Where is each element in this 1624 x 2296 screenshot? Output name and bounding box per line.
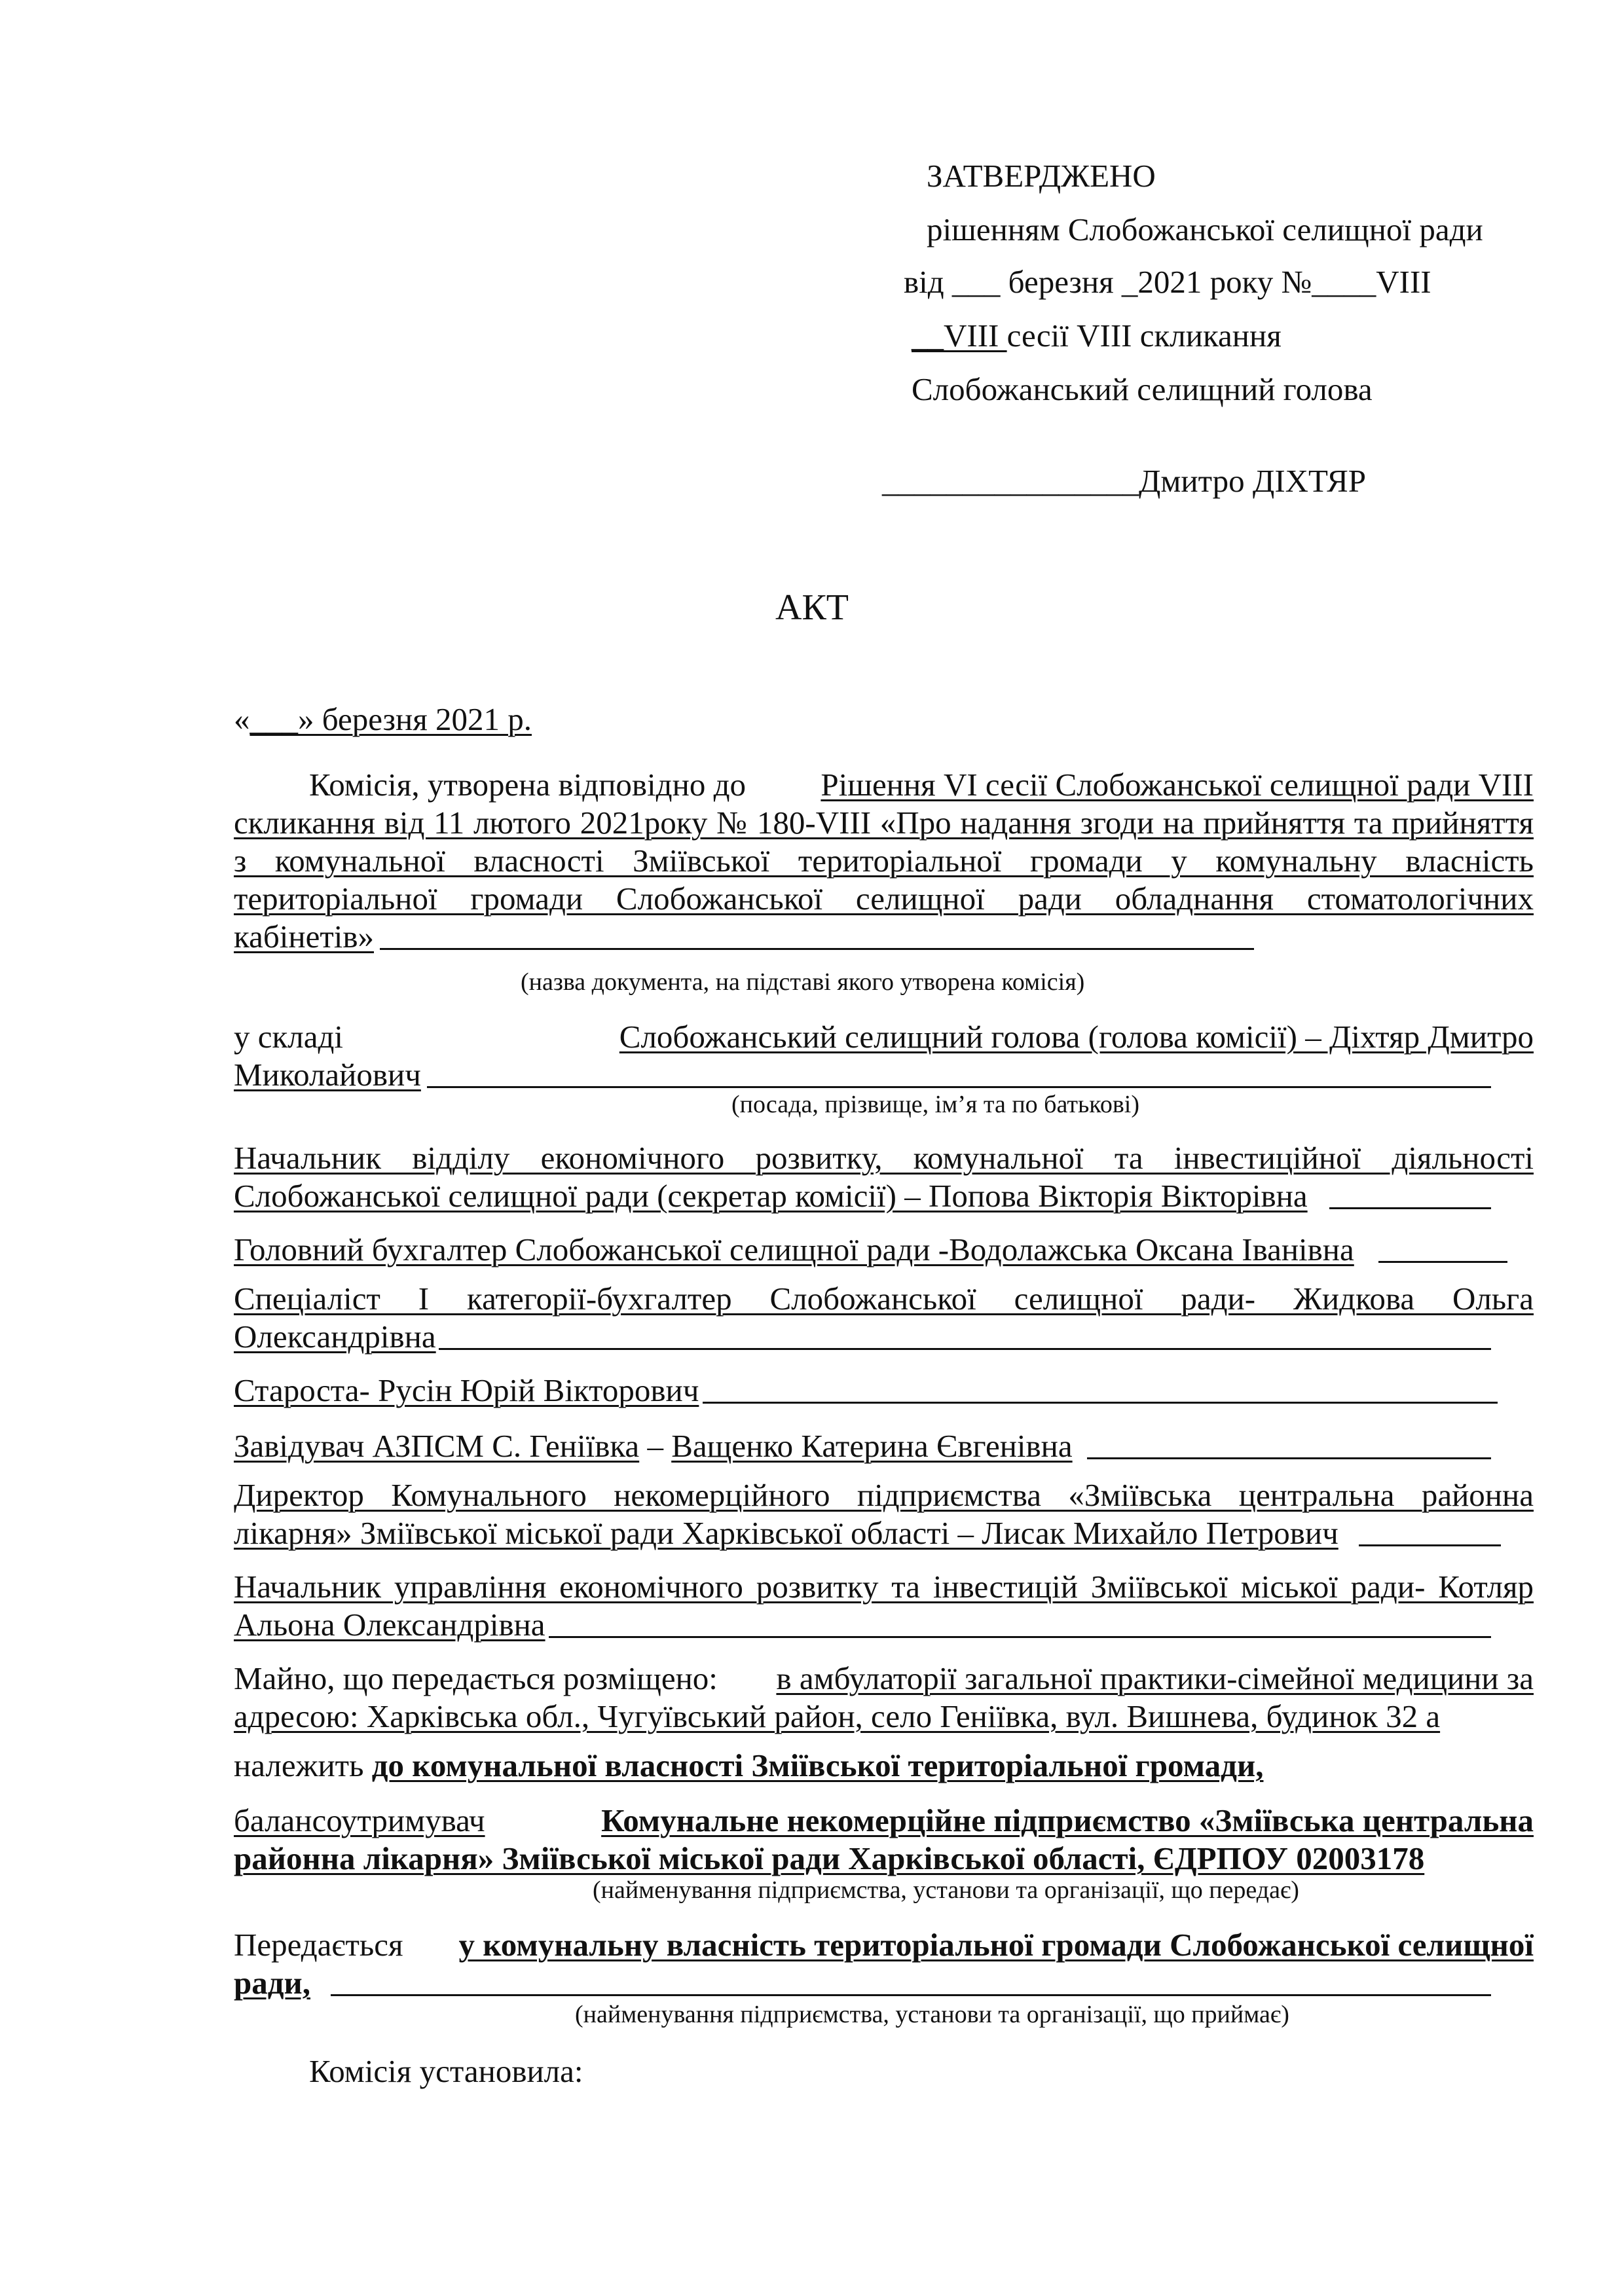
holder-line-2: районна лікарня» Зміївської міської ради Харківської області, ЄДРПОУ 02003178 (234, 1840, 1425, 1876)
approval-session-rest: сесії VIII скликання (1006, 318, 1282, 354)
transfer-line-2: ради, (234, 1965, 311, 2001)
transfer-value-1: у комунальну власність територіальної громади Слобожанської селищної (458, 1927, 1534, 1963)
member-2-fill (1378, 1261, 1507, 1263)
member-5-position: Завідувач АЗПСМ С. Геніївка (234, 1428, 640, 1464)
composition-line-1 (234, 1018, 1534, 1056)
approval-heading: ЗАТВЕРДЖЕНО (927, 158, 1156, 194)
commission-basis-line-4: територіальної громади Слобожанської селищної ради обладнання стоматологічних (234, 881, 1534, 917)
commission-basis-line-5: кабінетів» (234, 919, 374, 955)
basis-fill-line (380, 948, 1254, 950)
approval-session (912, 317, 1282, 355)
transfer-line-1 (234, 1926, 1534, 1964)
property-located-prefix: Майно, що передається розміщено: (234, 1660, 718, 1696)
date-rest: » березня 2021 р. (298, 701, 532, 737)
document-title: АКТ (775, 587, 849, 628)
property-belongs (234, 1747, 1534, 1785)
approval-signature (882, 462, 1366, 500)
belongs-prefix: належить (234, 1747, 372, 1783)
holder-line-1 (234, 1802, 1534, 1840)
member-6-fill (1359, 1544, 1501, 1546)
commission-established: Комісія установила: (309, 2053, 583, 2089)
member-4-fill (703, 1402, 1498, 1404)
member-1-line-2: Слобожанської селищної ради (секретар комісії) – Попова Вікторія Вікторівна (234, 1178, 1308, 1214)
transfer-prefix: Передається (234, 1927, 403, 1963)
transfer-fill (331, 1994, 1491, 1996)
approval-session-blank: __ (912, 318, 944, 354)
holder-value-1: Комунальне некомерційне підприємство «Зміївська центральна (601, 1802, 1534, 1838)
holder-prefix: балансоутримувач (234, 1802, 485, 1838)
property-located-line-2: адресою: Харківська обл., Чугуївський район, село Геніївка, вул. Вишнева, будинок 32 а (234, 1698, 1441, 1734)
member-5-separator: – (639, 1428, 672, 1464)
member-7-fill (549, 1636, 1491, 1638)
approval-session-number: VIII (944, 318, 1007, 354)
property-located-value: в амбулаторії загальної практики-сімейної медицини за (776, 1660, 1534, 1696)
member-3-fill (439, 1348, 1491, 1350)
commission-basis-line-2: скликання від 11 лютого 2021року № 180-VIII «Про надання згоди на прийняття та прийняття (234, 805, 1534, 841)
signer-name: Дмитро ДІХТЯР (1139, 463, 1367, 499)
composition-line-2: Миколайович (234, 1057, 421, 1093)
member-4-line-1: Староста- Русін Юрій Вікторович (234, 1372, 699, 1408)
property-located-line-1 (234, 1660, 1534, 1698)
member-7-line-2: Альона Олександрівна (234, 1607, 545, 1643)
approval-decision: рішенням Слобожанської селищної ради (927, 211, 1483, 247)
member-6-line-1: Директор Комунального некомерційного підприємства «Зміївська центральна районна (234, 1477, 1534, 1513)
member-2-line-1: Головний бухгалтер Слобожанської селищної ради -Водолажська Оксана Іванівна (234, 1231, 1354, 1267)
act-date (234, 701, 532, 738)
member-1-line-1: Начальник відділу економічного розвитку, комунальної та інвестиційної діяльності (234, 1140, 1534, 1176)
date-open-quote: « (234, 701, 250, 737)
member-5-fill (1087, 1457, 1491, 1459)
commission-basis-1: Рішення VI сесії Слобожанської селищної ради VIII (821, 767, 1534, 803)
commission-basis-line-3: з комунальної власності Зміївської територіальної громади у комунальну власність (234, 843, 1534, 879)
belongs-value: до комунальної власності Зміївської територіальної громади, (371, 1747, 1264, 1783)
head-caption: (посада, прізвище, ім’я та по батькові) (731, 1091, 1139, 1118)
commission-intro: Комісія, утворена відповідно до (309, 767, 747, 803)
transfer-caption: (найменування підприємства, установи та організації, що приймає) (575, 2001, 1289, 2028)
approval-position: Слобожанський селищний голова (912, 371, 1373, 407)
member-1-fill (1329, 1207, 1491, 1209)
member-5-line-1 (234, 1427, 1534, 1465)
member-5-name: Ващенко Катерина Євгенівна (671, 1428, 1073, 1464)
holder-caption: (найменування підприємства, установи та організації, що передає) (593, 1876, 1299, 1904)
member-3-line-2: Олександрівна (234, 1319, 436, 1355)
composition-prefix: у складі (234, 1019, 344, 1055)
head-fill-line (427, 1086, 1491, 1088)
commission-head: Слобожанський селищний голова (голова комісії) – Діхтяр Дмитро (619, 1019, 1534, 1055)
approval-date-number: від ___ березня _2021 року №____VIII (904, 264, 1431, 300)
signature-line: ________________ (882, 463, 1139, 499)
member-3-line-1: Спеціаліст І категорії-бухгалтер Слобожанської селищної ради- Жидкова Ольга (234, 1281, 1534, 1317)
member-7-line-1: Начальник управління економічного розвитку та інвестицій Зміївської міської ради- Котляр (234, 1569, 1534, 1605)
commission-basis-line-1 (234, 766, 1534, 804)
date-day-blank: ___ (249, 701, 298, 737)
basis-caption: (назва документа, на підставі якого утворена комісія) (521, 968, 1085, 996)
member-6-line-2: лікарня» Зміївської міської ради Харківської області – Лисак Михайло Петрович (234, 1515, 1338, 1551)
